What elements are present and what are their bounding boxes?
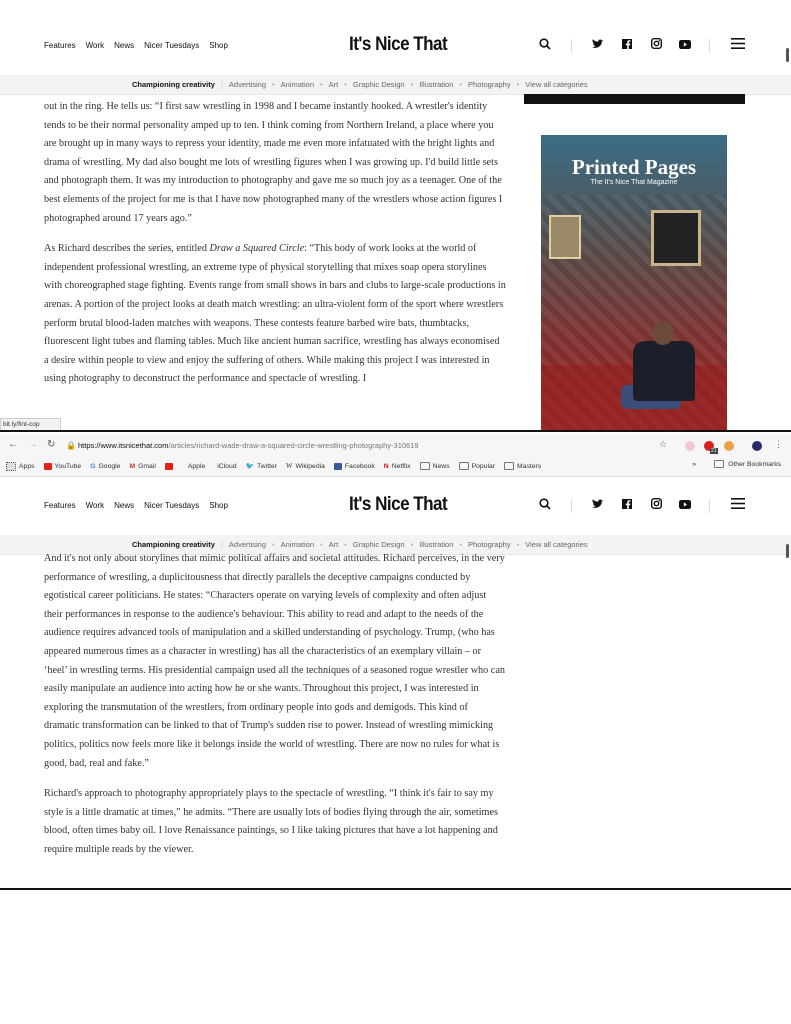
facebook-icon[interactable] <box>620 38 634 54</box>
magazine-title: Printed Pages <box>571 155 697 179</box>
bookmark-apple[interactable]: Apple <box>187 462 206 470</box>
extension-badge: 21 <box>711 448 717 454</box>
browser-viewport-bottom <box>0 477 791 890</box>
bookmark-apps[interactable]: Apps <box>6 460 35 472</box>
netflix-icon: N <box>383 462 389 470</box>
category-view-all[interactable]: View all categories <box>525 540 588 549</box>
bookmark-youtube[interactable]: YouTube <box>44 460 82 472</box>
lock-icon: 🔒 <box>66 441 76 450</box>
folder-icon <box>504 462 514 470</box>
url-bar[interactable]: https://www.itsnicethat.com/articles/richard-wade-draw-a-squared-circle-wrestling-photography-310619 <box>78 441 419 450</box>
header-icons <box>538 38 758 56</box>
nav-shop[interactable]: Shop <box>209 41 228 50</box>
site-logo[interactable]: It's Nice That <box>349 494 448 515</box>
article-body <box>44 98 506 401</box>
framed-picture <box>549 215 581 259</box>
article-body <box>44 550 506 872</box>
site-logo[interactable]: It's Nice That <box>349 34 448 55</box>
category-animation[interactable]: Animation <box>280 540 314 549</box>
header-divider <box>571 499 572 513</box>
tagline: Championing creativity <box>132 540 215 549</box>
bookmark-masters[interactable]: Masters <box>504 460 541 472</box>
other-bookmarks[interactable]: » Other Bookmarks <box>692 460 781 468</box>
nav-shop[interactable]: Shop <box>209 501 228 510</box>
nav-nicer-tuesdays[interactable]: Nicer Tuesdays <box>144 41 200 50</box>
menu-icon[interactable] <box>730 38 746 54</box>
youtube-icon[interactable] <box>678 38 692 54</box>
youtube-icon <box>165 463 173 470</box>
category-art[interactable]: Art <box>328 80 339 89</box>
bookmark-star-icon[interactable]: ☆ <box>659 439 668 449</box>
category-art[interactable]: Art <box>328 540 339 549</box>
search-icon[interactable] <box>538 38 552 54</box>
bookmark-wikipedia[interactable]: W Wikipedia <box>286 462 325 470</box>
bookmark-icloud[interactable]: iCloud <box>217 462 237 470</box>
site-header <box>0 0 791 75</box>
category-graphic-design[interactable]: Graphic Design <box>352 80 405 89</box>
nav-work[interactable]: Work <box>85 501 105 510</box>
more-menu-icon[interactable]: ⋮ <box>774 439 783 449</box>
menu-icon[interactable] <box>730 498 746 514</box>
category-advertising[interactable]: Advertising <box>228 540 266 549</box>
bookmark-netflix[interactable]: N Netflix <box>383 462 411 470</box>
category-graphic-design[interactable]: Graphic Design <box>352 540 405 549</box>
folder-icon <box>714 460 724 468</box>
sidebar-banner <box>524 94 745 104</box>
category-bar: Championing creativity | Advertising • Animation • Art • Graphic Design • Illustration • Photography • View all categories <box>0 535 791 555</box>
wikipedia-icon: W <box>286 462 293 470</box>
category-illustration[interactable]: Illustration <box>419 540 454 549</box>
divider: | <box>220 540 223 549</box>
twitter-icon[interactable] <box>591 38 605 54</box>
youtube-icon <box>44 463 52 470</box>
scrollbar-thumb[interactable] <box>786 48 789 62</box>
forward-icon[interactable]: → <box>28 439 38 450</box>
gmail-icon: M <box>129 462 136 470</box>
main-nav <box>44 501 228 510</box>
facebook-icon[interactable] <box>620 498 634 514</box>
browser-toolbar <box>0 434 791 477</box>
instagram-icon[interactable] <box>649 498 663 514</box>
address-row <box>0 438 791 454</box>
nav-features[interactable]: Features <box>44 41 76 50</box>
instagram-icon[interactable] <box>649 38 663 54</box>
youtube-icon[interactable] <box>678 498 692 514</box>
nav-news[interactable]: News <box>114 41 135 50</box>
bookmark-gmail[interactable]: M Gmail <box>129 462 156 470</box>
framed-portrait <box>651 210 701 266</box>
folder-icon <box>420 462 430 470</box>
nav-work[interactable]: Work <box>85 41 105 50</box>
category-view-all[interactable]: View all categories <box>525 80 588 89</box>
apps-icon <box>6 462 16 471</box>
bookmark-facebook[interactable]: Facebook <box>334 460 375 472</box>
twitter-icon[interactable] <box>591 498 605 514</box>
folder-icon <box>459 462 469 470</box>
profile-avatar[interactable] <box>752 441 762 451</box>
tagline: Championing creativity <box>132 80 215 89</box>
nav-nicer-tuesdays[interactable]: Nicer Tuesdays <box>144 501 200 510</box>
category-photography[interactable]: Photography <box>468 80 511 89</box>
header-divider <box>571 39 572 53</box>
bookmark-twitter[interactable]: 🐦 Twitter <box>245 462 278 470</box>
article-paragraph: As Richard describes the series, entitled Draw a Squared Circle: “This body of work looks at the world of independent professional wrestling, an extreme type of physical storytelling that mixes soap opera storylines with choreographed stage fighting. Events range from small shows in bars and clubs to large-scale productions in arenas. A portion of the project looks at death match wrestling: an ultra-violent form of the sport where wrestlers perform brutal blood-laden matches with weapons. These contests feature barbed wire bats, thumbtacks, fluorescent light tubes and flaming tables. Much like ancient human sacrifice, wrestling has always economised a desire within people to view and enjoy the suffering of others. While making this project I was interested in using photography to deconstruct the performance and spectacle of wrestling. I <box>44 243 506 385</box>
series-title: Draw a Squared Circle <box>209 243 305 255</box>
twitter-icon: 🐦 <box>245 463 254 470</box>
facebook-icon <box>334 463 342 470</box>
category-bar: Championing creativity | Advertising • Animation • Art • Graphic Design • Illustration • Photography • View all categories <box>0 75 791 95</box>
search-icon[interactable] <box>538 498 552 514</box>
magazine-subtitle: The It's Nice That Magazine <box>590 179 678 186</box>
category-photography[interactable]: Photography <box>468 540 511 549</box>
bookmark-youtube-2[interactable] <box>165 460 176 472</box>
header-divider <box>709 39 710 53</box>
extension-icon[interactable] <box>685 441 695 451</box>
link-preview: bit.ly/fint-cop <box>0 418 61 431</box>
scrollbar-thumb[interactable] <box>786 544 789 558</box>
more-bookmarks-chevron[interactable]: » <box>692 460 697 468</box>
reload-icon[interactable]: ↻ <box>47 439 56 450</box>
browser-viewport-top <box>0 0 791 432</box>
bookmark-popular[interactable]: Popular <box>459 460 495 472</box>
bookmarks-bar <box>6 460 541 472</box>
bookmark-news[interactable]: News <box>420 460 450 472</box>
nav-features[interactable]: Features <box>44 501 76 510</box>
category-illustration[interactable]: Illustration <box>419 80 454 89</box>
header-icons <box>538 498 758 516</box>
category-advertising[interactable]: Advertising <box>228 80 266 89</box>
article-paragraph: out in the ring. He tells us: “I first saw wrestling in 1998 and I became instantly hooked. A wrestler's identity tends to be their normal personality amped up to ten. I think coming from Northern Ireland, a place where you are brought up in many ways to repress your identity, made me even more infatuated with the bright lights and drama of wrestling. My dad also bought me lots of wrestling figures when I was growing up. I'd build little sets and photograph them. It was my introduction to photography and gave me so much joy as a teenager. One of the best elements of the project for me is that I have now photographed many of the wrestlers whose action figures I photographed around 17 years ago.” <box>44 101 503 224</box>
main-nav <box>44 41 228 50</box>
nav-news[interactable]: News <box>114 501 135 510</box>
article-paragraph: Richard's approach to photography appropriately plays to the spectacle of wrestling. “I think it's fair to say my style is a little dramatic at times,” he admits. “There are usually lots of bodies flying through the air, sometimes blood, often times baby oil. I love Renaissance paintings, so I like taking pictures that have a lot happening and require multiple reads by the viewer. <box>44 788 498 855</box>
google-icon: G <box>90 462 96 470</box>
magazine-ad[interactable] <box>541 135 727 430</box>
article-paragraph: And it's not only about storylines that mimic political affairs and societal attitudes. Richard perceives, in the very performance of wrestling, a duplicitousness that directly parallels the deceptive campaigns conducted by egotistical career politicians. He states: “Characters operate on varying levels of complexity and often adjust their performances in response to the audience's behaviour. This ability to read and adapt to the needs of the audience requires advanced tools of manipulation and a skilled understanding of psychology. Trump, (who has appeared numerous times as a character in wrestling) has all the characteristics of an exemplary villain – or ‘heel’ in wrestling terms. His presidential campaign used all the techniques of a seasoned rogue wrestler who can easily manipulate an audience into acting how he or she wants. Throughout this project, I was interested in exploring the transmutation of the wrestlers, from ordinary people into gods and demigods. This kind of dramatic transformation can be linked to that of Trump's sudden rise to power. Instead of wrestling mimicking politics, politics now feels more like it belongs inside the world of wrestling. There are now no rules for what is good, bad, real and fake.” <box>44 553 505 769</box>
bookmark-google[interactable]: G Google <box>90 462 121 470</box>
extension-icon[interactable] <box>724 441 734 451</box>
header-divider <box>709 499 710 513</box>
category-animation[interactable]: Animation <box>280 80 314 89</box>
back-icon[interactable]: ← <box>8 439 18 450</box>
divider: | <box>220 80 223 89</box>
